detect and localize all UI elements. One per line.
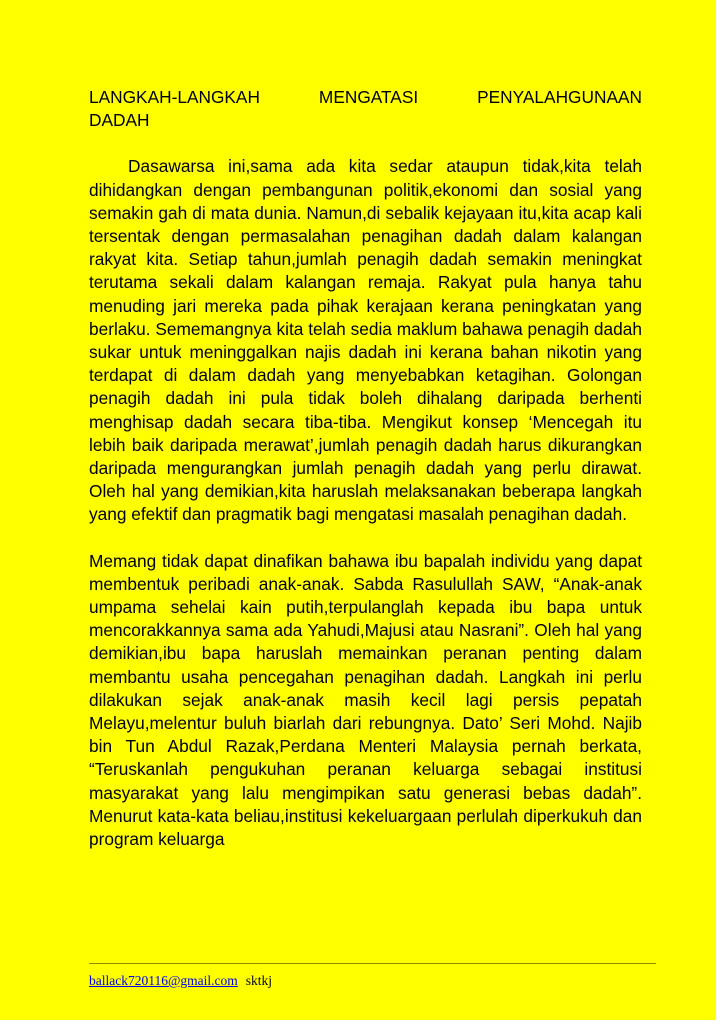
footer-label: sktkj <box>245 973 273 988</box>
document-title <box>89 86 642 132</box>
paragraph-1: Dasawarsa ini,sama ada kita sedar ataupun tidak,kita telah dihidangkan dengan pembangunan politik,ekonomi dan sosial yang semakin gah di mata dunia. Namun,di sebalik kejayaan itu,kita acap kali tersentak dengan permasalahan penagihan dadah dalam kalangan rakyat kita. Setiap tahun,jumlah penagih dadah semakin meningkat terutama sekali dalam kalangan remaja. Rakyat pula hanya tahu menuding jari mereka pada pihak kerajaan kerana peningkatan yang berlaku. Sememangnya kita telah sedia maklum bahawa penagih dadah sukar untuk meninggalkan najis dadah ini kerana bahan nikotin yang terdapat di dalam dadah yang menyebabkan ketagihan. Golongan penagih dadah ini pula tidak boleh dihalang daripada berhenti menghisap dadah secara tiba-tiba. Mengikut konsep ‘Mencegah itu lebih baik daripada merawat’,jumlah penagih dadah harus dikurangkan daripada mengurangkan jumlah penagih dadah yang perlu dirawat. Oleh hal yang demikian,kita haruslah melaksanakan beberapa langkah yang efektif dan pragmatik bagi mengatasi masalah penagihan dadah. <box>89 156 642 525</box>
footer-email-link[interactable]: ballack720116@gmail.com <box>89 973 238 988</box>
paragraph-2: Memang tidak dapat dinafikan bahawa ibu bapalah individu yang dapat membentuk peribadi anak-anak. Sabda Rasulullah SAW, “Anak-anak umpama sehelai kain putih,terpulanglah kepada ibu bapa untuk mencorakkannya sama ada Yahudi,Majusi atau Nasrani”. Oleh hal yang demikian,ibu bapa haruslah memainkan peranan penting dalam membantu usaha pencegahan penagihan dadah. Langkah ini perlu dilakukan sejak anak-anak masih kecil lagi persis pepatah Melayu,melentur buluh biarlah dari rebungnya. Dato’ Seri Mohd. Najib bin Tun Abdul Razak,Perdana Menteri Malaysia pernah berkata, “Teruskanlah pengukuhan peranan keluarga sebagai institusi masyarakat yang lalu mengimpikan satu generasi bebas dadah”. Menurut kata-kata beliau,institusi kekeluargaan perlulah diperkukuh dan program keluarga <box>89 550 642 850</box>
document-body <box>89 86 642 851</box>
document-title-line-2: DADAH <box>89 110 150 131</box>
footer-divider <box>89 963 656 964</box>
page-footer <box>89 973 272 989</box>
document-title-line-1: LANGKAH-LANGKAH MENGATASI PENYALAHGUNAAN <box>89 87 642 107</box>
